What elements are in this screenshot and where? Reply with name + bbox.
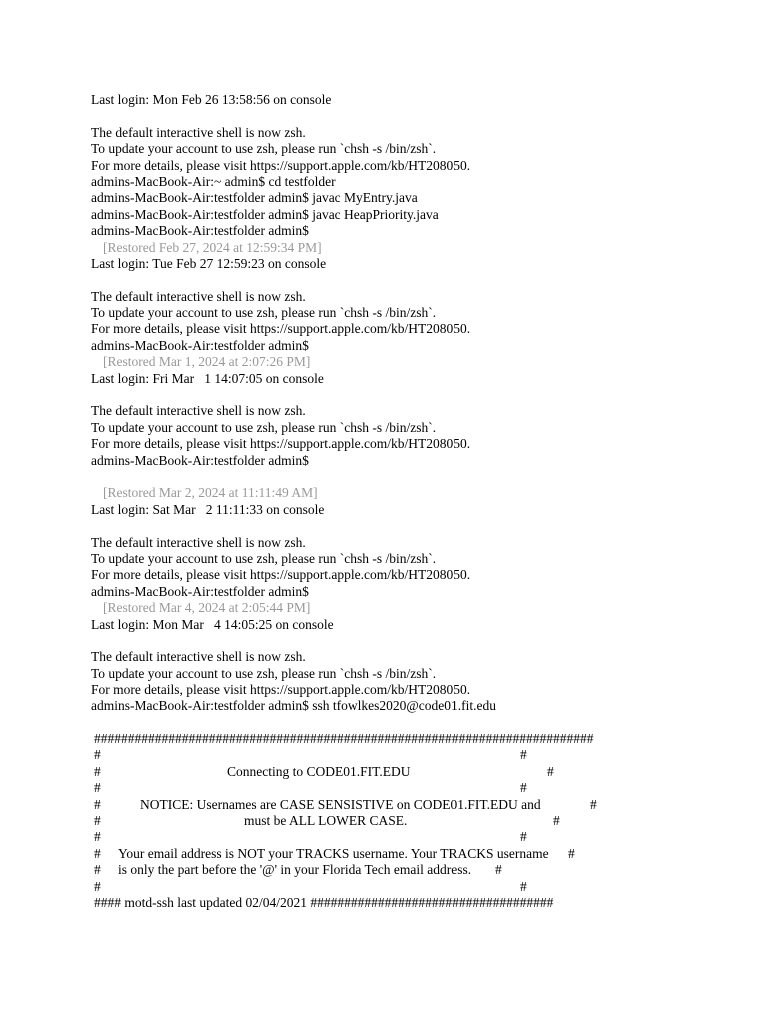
terminal-session-log	[91, 92, 751, 715]
terminal-line: The default interactive shell is now zsh.	[91, 288, 306, 304]
motd-banner	[94, 731, 734, 911]
motd-segment: #	[495, 862, 502, 878]
restored-session-marker: [Restored Mar 2, 2024 at 11:11:49 AM]	[103, 485, 318, 501]
motd-segment: #	[590, 796, 597, 812]
motd-segment: #	[94, 862, 101, 878]
terminal-line: admins-MacBook-Air:testfolder admin$	[91, 223, 309, 239]
terminal-line: admins-MacBook-Air:testfolder admin$ ssh tfowlkes2020@code01.fit.edu	[91, 698, 496, 714]
motd-segment: #### motd-ssh last updated 02/04/2021 ####################################	[94, 894, 554, 910]
terminal-line: Last login: Mon Mar 4 14:05:25 on console	[91, 616, 334, 632]
motd-segment: #	[94, 796, 101, 812]
terminal-line: The default interactive shell is now zsh.	[91, 534, 306, 550]
terminal-line	[91, 633, 751, 649]
motd-line	[94, 846, 734, 862]
motd-segment: #	[94, 829, 101, 845]
terminal-line: For more details, please visit https://support.apple.com/kb/HT208050.	[91, 436, 471, 452]
motd-segment: #	[568, 845, 575, 861]
terminal-line: Last login: Fri Mar 1 14:07:05 on console	[91, 370, 324, 386]
restored-session-marker: [Restored Feb 27, 2024 at 12:59:34 PM]	[103, 239, 322, 255]
motd-segment: is only the part before the '@' in your Florida Tech email address.	[118, 862, 472, 878]
motd-segment: #	[94, 878, 101, 894]
motd-line	[94, 731, 734, 747]
terminal-line: admins-MacBook-Air:testfolder admin$ javac HeapPriority.java	[91, 206, 439, 222]
motd-segment: Connecting to CODE01.FIT.EDU	[227, 763, 411, 779]
motd-line	[94, 780, 734, 796]
motd-line	[94, 829, 734, 845]
terminal-line: For more details, please visit https://support.apple.com/kb/HT208050.	[91, 321, 471, 337]
motd-segment: #	[520, 780, 527, 796]
motd-segment: #	[553, 812, 560, 828]
motd-line	[94, 895, 734, 911]
motd-segment: ##########################################################################	[94, 731, 594, 746]
motd-segment: #	[94, 747, 101, 763]
terminal-line: admins-MacBook-Air:testfolder admin$	[91, 583, 309, 599]
terminal-line: To update your account to use zsh, please run `chsh -s /bin/zsh`.	[91, 550, 437, 566]
motd-segment: #	[547, 763, 554, 779]
terminal-line: To update your account to use zsh, please run `chsh -s /bin/zsh`.	[91, 665, 437, 681]
terminal-line: To update your account to use zsh, please run `chsh -s /bin/zsh`.	[91, 305, 437, 321]
terminal-line: For more details, please visit https://support.apple.com/kb/HT208050.	[91, 157, 471, 173]
terminal-line	[91, 387, 751, 403]
terminal-line	[91, 518, 751, 534]
terminal-line: The default interactive shell is now zsh.	[91, 403, 306, 419]
restored-session-marker: [Restored Mar 1, 2024 at 2:07:26 PM]	[103, 354, 311, 370]
motd-segment: must be ALL LOWER CASE.	[244, 812, 408, 828]
terminal-line: To update your account to use zsh, please run `chsh -s /bin/zsh`.	[91, 419, 437, 435]
terminal-line: For more details, please visit https://support.apple.com/kb/HT208050.	[91, 682, 471, 698]
restored-session-marker: [Restored Mar 4, 2024 at 2:05:44 PM]	[103, 600, 311, 616]
terminal-line: Last login: Sat Mar 2 11:11:33 on console	[91, 501, 325, 517]
terminal-line: The default interactive shell is now zsh.	[91, 124, 306, 140]
motd-segment: #	[94, 763, 101, 779]
motd-segment: #	[94, 812, 101, 828]
terminal-line: admins-MacBook-Air:testfolder admin$	[91, 337, 309, 353]
motd-line	[94, 862, 734, 878]
terminal-line: Last login: Mon Feb 26 13:58:56 on console	[91, 92, 332, 107]
motd-line	[94, 879, 734, 895]
motd-segment: #	[94, 845, 101, 861]
motd-segment: #	[520, 878, 527, 894]
terminal-line: The default interactive shell is now zsh.	[91, 649, 306, 665]
terminal-line	[91, 469, 751, 485]
motd-line	[94, 764, 734, 780]
terminal-line: admins-MacBook-Air:testfolder admin$ javac MyEntry.java	[91, 190, 418, 206]
motd-segment: #	[94, 780, 101, 796]
motd-line	[94, 797, 734, 813]
terminal-line: admins-MacBook-Air:~ admin$ cd testfolder	[91, 173, 336, 189]
terminal-line	[91, 272, 751, 288]
motd-segment: #	[520, 829, 527, 845]
terminal-line: To update your account to use zsh, please run `chsh -s /bin/zsh`.	[91, 141, 437, 157]
motd-segment: NOTICE: Usernames are CASE SENSISTIVE on CODE01.FIT.EDU and	[140, 796, 541, 812]
terminal-line: Last login: Tue Feb 27 12:59:23 on console	[91, 255, 327, 271]
terminal-line: admins-MacBook-Air:testfolder admin$	[91, 452, 309, 468]
motd-line	[94, 747, 734, 763]
terminal-line: For more details, please visit https://support.apple.com/kb/HT208050.	[91, 567, 471, 583]
terminal-line	[91, 108, 751, 124]
motd-segment: #	[520, 747, 527, 763]
motd-segment: Your email address is NOT your TRACKS username. Your TRACKS username	[118, 845, 549, 861]
motd-line	[94, 813, 734, 829]
